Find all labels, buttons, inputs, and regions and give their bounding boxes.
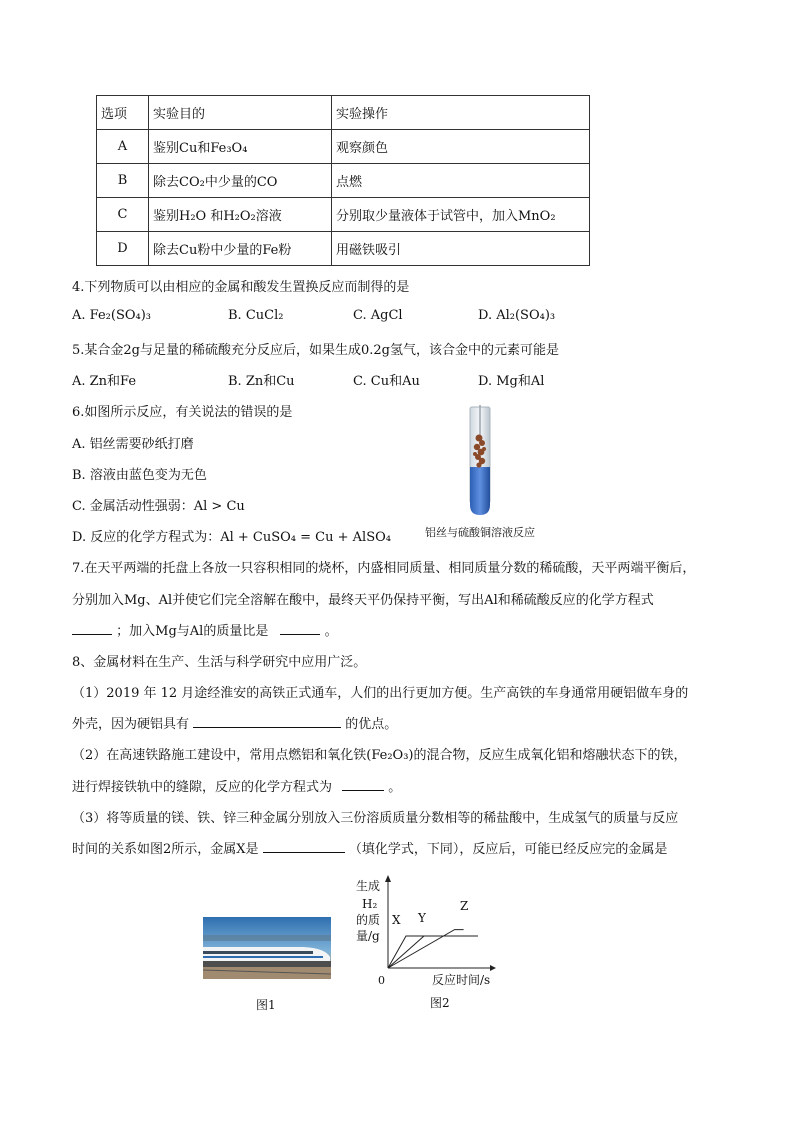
table-cell: 分别取少量液体于试管中，加入MnO₂: [332, 198, 590, 232]
chart-plot-area: [356, 875, 496, 987]
table-cell: D: [97, 232, 149, 266]
x-axis-label: 反应时间/s: [432, 973, 491, 987]
q8-p2-line2a: 进行焊接铁轨中的缝隙，反应的化学方程式为: [72, 780, 333, 795]
q5-option-d: D. Mg和Al: [478, 374, 545, 389]
table-row: [97, 232, 590, 266]
figure2-caption: 图2: [430, 996, 450, 1010]
hydrogen-chart: [350, 872, 500, 990]
q8-p3-line2b: （填化学式，下同），反应后，可能已经反应完的金属是: [348, 842, 668, 857]
table-cell: 观察颜色: [332, 130, 590, 164]
y-axis-label: 的质: [356, 913, 381, 927]
series-line-y: [388, 936, 478, 968]
q8-p1-line2: [72, 713, 397, 732]
q4-stem: 4.下列物质可以由相应的金属和酸发生置换反应而制得的是: [72, 280, 410, 295]
q8-p1-line2b: 的优点。: [345, 717, 398, 732]
origin-label: 0: [378, 974, 385, 987]
train-photo: [203, 917, 331, 979]
q8-p2-line1: （2）在高速铁路施工建设中，常用点燃铝和氧化铁(Fe₂O₃)的混合物，反应生成氧化铝和熔融状态下的铁，: [72, 748, 687, 763]
table-cell: 用磁铁吸引: [332, 232, 590, 266]
q6-option-a: A. 铝丝需要砂纸打磨: [72, 437, 194, 452]
table-cell: 鉴别Cu和Fe₃O₄: [149, 130, 332, 164]
table-header-cell: 选项: [97, 96, 149, 130]
x-axis-arrow: [490, 965, 496, 971]
answer-blank[interactable]: [263, 840, 345, 853]
q8-p2-line2b: 。: [388, 780, 402, 795]
series-line-x: [388, 936, 478, 968]
q8-p3-line1: （3）将等质量的镁、铁、锌三种金属分别放入三份溶质质量分数相等的稀盐酸中，生成氢气的质量与反应: [72, 811, 679, 826]
q7-line1: 7.在天平两端的托盘上各放一只容积相同的烧杯，内盛相同质量、相同质量分数的稀硫酸，天平两端平衡后，: [72, 561, 696, 576]
y-axis-label: 生成: [356, 879, 381, 893]
q7-line3-mid: ；加入Mg与Al的质量比是: [116, 624, 269, 639]
tube-caption: 铝丝与硫酸铜溶液反应: [425, 526, 535, 539]
series-label-z: Z: [460, 899, 469, 913]
test-tube-figure: [455, 405, 505, 517]
q8-p3-line2: [72, 838, 667, 857]
table-header-cell: 实验目的: [149, 96, 332, 130]
q7-line3-end: 。: [324, 624, 338, 639]
y-axis-arrow: [385, 875, 391, 882]
q5-option-a: A. Zn和Fe: [72, 374, 137, 389]
y-axis-label: H₂: [362, 897, 378, 911]
q5-option-c: C. Cu和Au: [353, 374, 420, 389]
answer-blank[interactable]: [280, 622, 320, 635]
table-cell: 除去Cu粉中少量的Fe粉: [149, 232, 332, 266]
q4-option-b: B. CuCl₂: [228, 308, 284, 323]
table-header-row: [97, 96, 590, 130]
q4-option-a: A. Fe₂(SO₄)₃: [72, 308, 151, 323]
answer-blank[interactable]: [72, 622, 112, 635]
q8-p1-line1: （1）2019 年 12 月途经淮安的高铁正式通车，人们的出行更加方便。生产高铁的车身通常用硬铝做车身的: [72, 686, 689, 701]
table-header-cell: 实验操作: [332, 96, 590, 130]
series-label-x: X: [392, 913, 401, 927]
answer-blank[interactable]: [193, 715, 341, 728]
q7-line2: 分别加入Mg、Al并使它们完全溶解在酸中，最终天平仍保持平衡，写出Al和稀硫酸反应的化学方程式: [72, 593, 654, 608]
table-cell: 除去CO₂中少量的CO: [149, 164, 332, 198]
table-cell: B: [97, 164, 149, 198]
table-row: [97, 198, 590, 232]
q5-option-b: B. Zn和Cu: [228, 374, 295, 389]
q8-p2-line2: [72, 776, 401, 795]
y-axis-label: 量/g: [356, 929, 380, 943]
q6-stem: 6.如图所示反应，有关说法的错误的是: [72, 405, 293, 420]
table-row: [97, 130, 590, 164]
answer-blank[interactable]: [342, 778, 384, 791]
q5-stem: 5.某合金2g与足量的稀硫酸充分反应后，如果生成0.2g氢气，该合金中的元素可能是: [72, 343, 559, 358]
series-label-y: Y: [418, 911, 426, 925]
q8-stem: 8、金属材料在生产、生活与科学研究中应用广泛。: [72, 655, 367, 670]
q6-option-b: B. 溶液由蓝色变为无色: [72, 468, 207, 483]
table-cell: C: [97, 198, 149, 232]
table-row: [97, 164, 590, 198]
q7-line3: [72, 620, 338, 639]
q6-option-d: D. 反应的化学方程式为：Al + CuSO₄ = Cu + AlSO₄: [72, 530, 391, 545]
options-table: [96, 95, 590, 266]
table-cell: 鉴别H₂O 和H₂O₂溶液: [149, 198, 332, 232]
q8-p1-line2a: 外壳，因为硬铝具有: [72, 717, 190, 732]
q6-option-c: C. 金属活动性强弱：Al > Cu: [72, 499, 245, 514]
table-cell: 点燃: [332, 164, 590, 198]
q8-p3-line2a: 时间的关系如图2所示，金属X是: [72, 842, 259, 857]
q4-option-c: C. AgCl: [353, 308, 403, 323]
table-cell: A: [97, 130, 149, 164]
figure1-caption: 图1: [256, 998, 276, 1012]
q4-option-d: D. Al₂(SO₄)₃: [478, 308, 556, 323]
